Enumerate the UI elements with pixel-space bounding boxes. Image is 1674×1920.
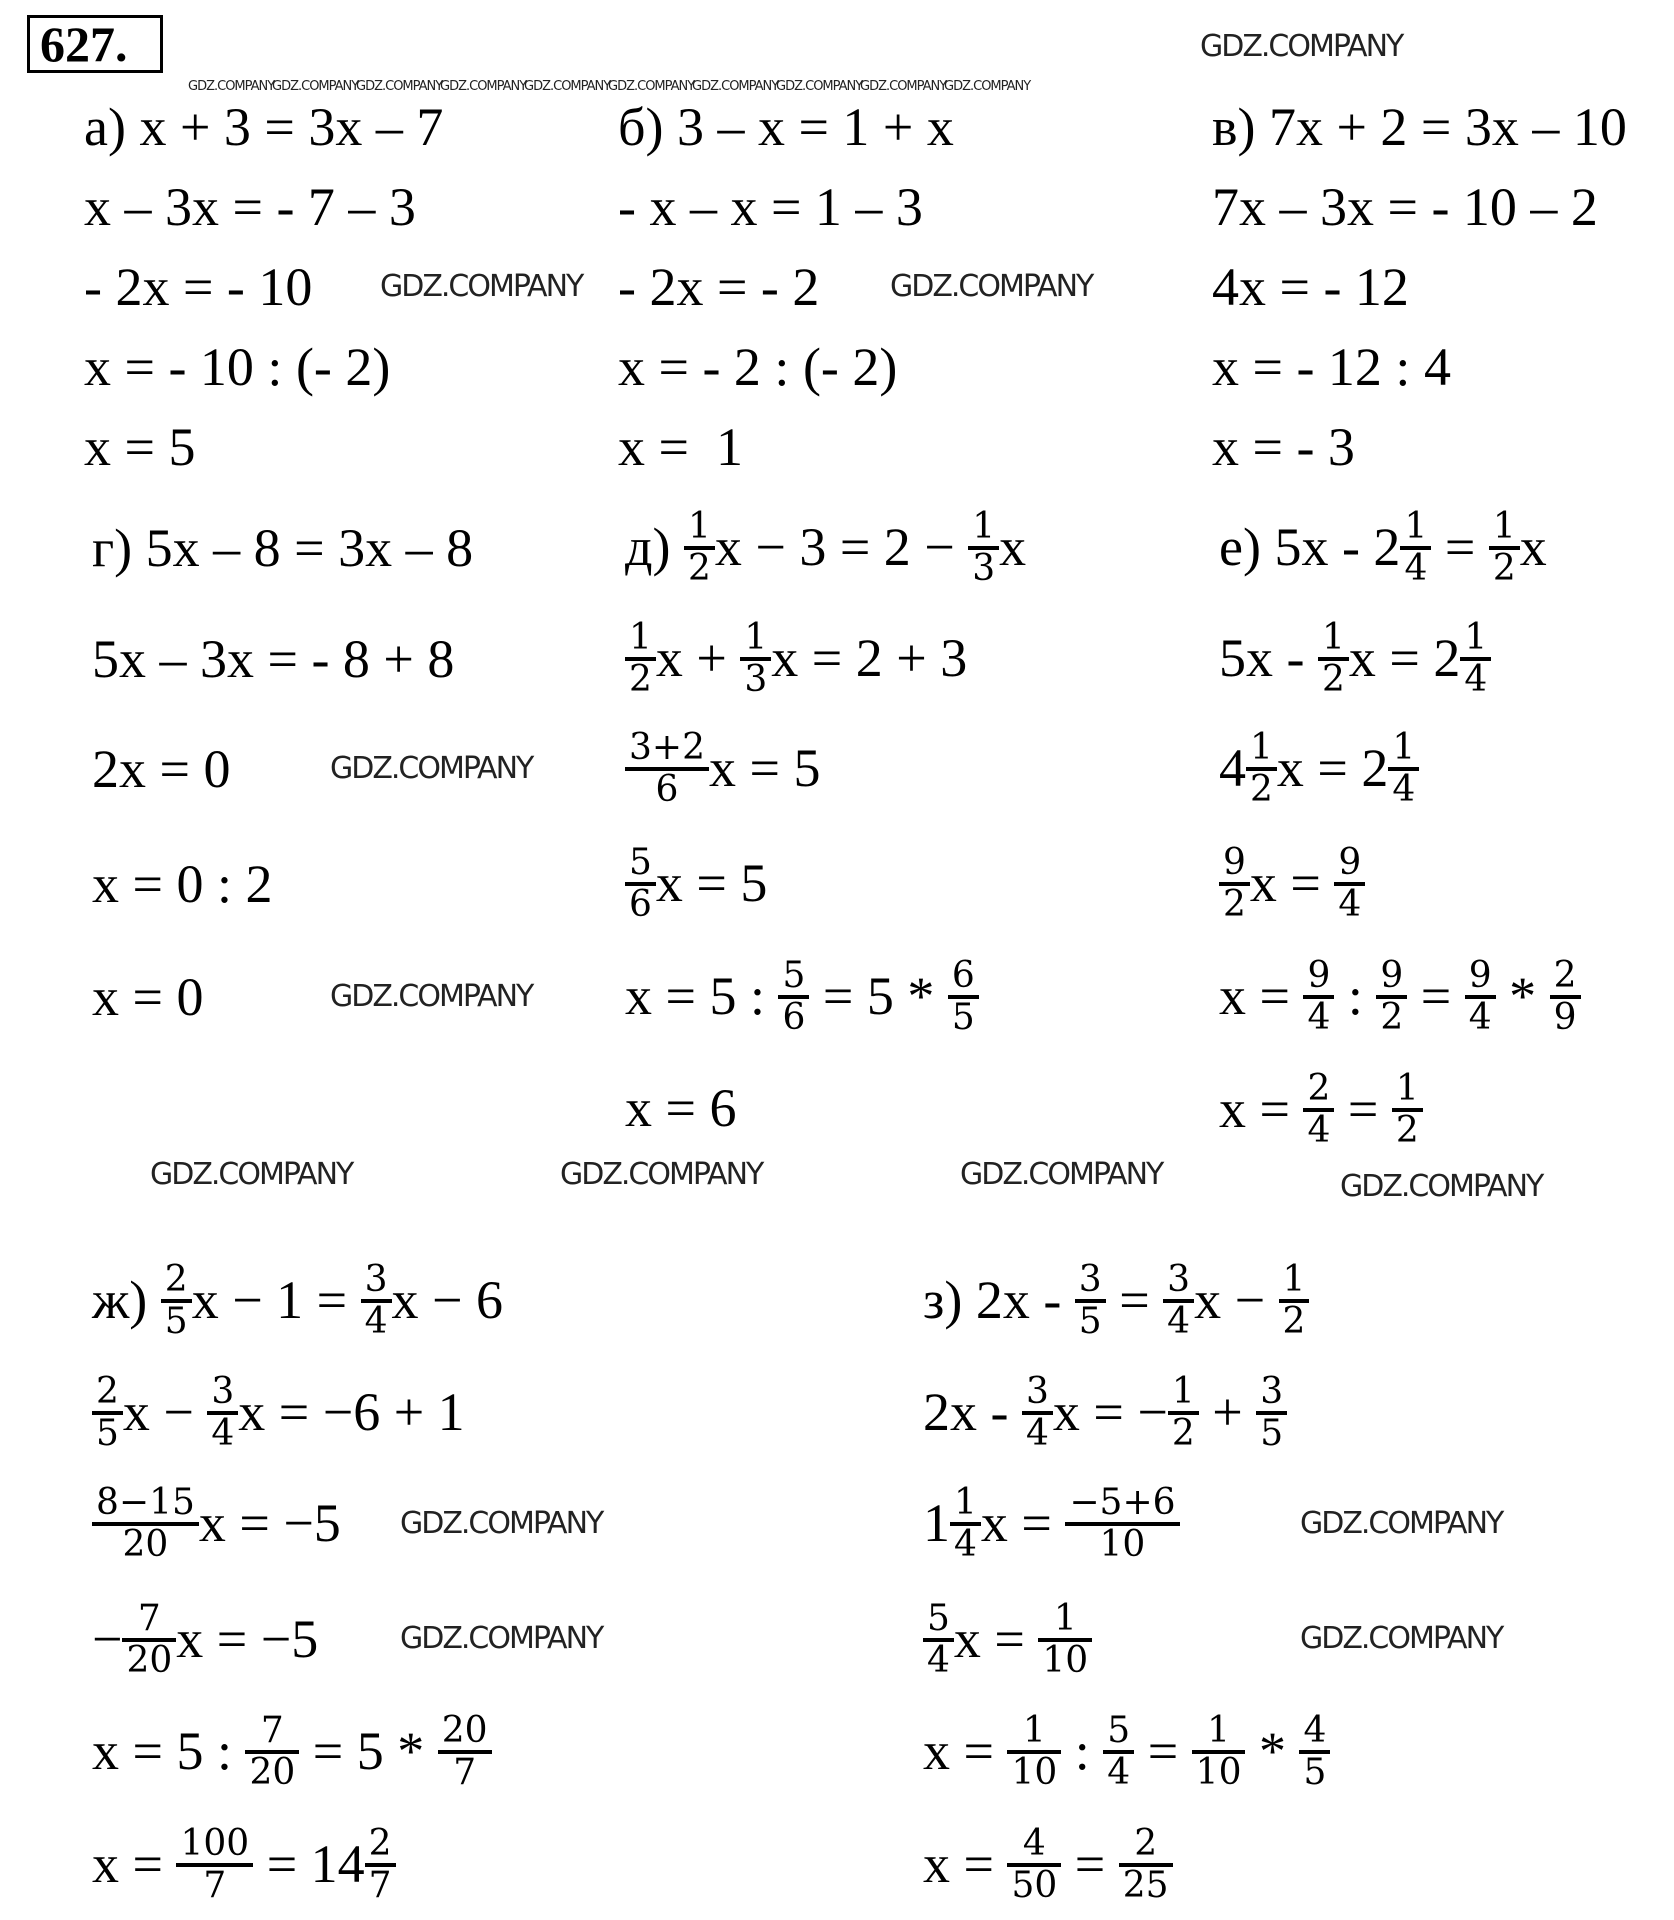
watermark: GDZ.COMPANY	[960, 1157, 1163, 1192]
fraction-numerator: 1	[1250, 727, 1273, 768]
fraction-numerator: 9	[1307, 955, 1331, 996]
fraction-denominator: 4	[1103, 1750, 1134, 1792]
fraction-numerator: 2	[368, 1823, 392, 1864]
expression-text: x = - 10 : (- 2)	[84, 336, 391, 397]
expression-text: 1	[923, 1493, 950, 1554]
expression-text: x = - 12 : 4	[1212, 336, 1451, 397]
fraction	[1336, 844, 1363, 924]
fraction	[94, 1484, 197, 1564]
fraction	[1165, 1261, 1192, 1341]
expression-text: x	[999, 517, 1027, 578]
expression-text: x = 0	[92, 966, 204, 1027]
fraction-numerator: 1	[972, 506, 996, 547]
expression-text: в) 7x + 2 = 3x – 10	[1212, 96, 1627, 157]
solution-step	[625, 619, 967, 699]
fraction	[742, 619, 769, 699]
expression-text: x − 1 =	[191, 1270, 361, 1331]
expression-text: x = - 3	[1212, 416, 1355, 477]
watermark: GDZ.COMPANY	[1340, 1169, 1543, 1204]
fraction-denominator: 7	[176, 1863, 253, 1905]
fraction	[1040, 1600, 1090, 1680]
problem-е-equation	[1219, 508, 1547, 588]
fraction-denominator: 2	[625, 657, 656, 699]
fraction-numerator: 3	[1025, 1371, 1049, 1412]
watermark: GDZ.COMPANY	[860, 79, 947, 94]
watermark: GDZ.COMPANY	[440, 79, 527, 94]
expression-text: x = 5	[655, 853, 768, 914]
problem-а-equation	[84, 98, 443, 157]
expression-text: x −	[1194, 1270, 1279, 1331]
fraction	[1194, 1712, 1244, 1792]
solution-step	[1219, 619, 1491, 699]
fraction-denominator: 10	[1038, 1638, 1092, 1680]
expression-text: - 2x = - 10	[84, 256, 313, 317]
fraction-denominator: 5	[948, 995, 979, 1037]
expression-text: = 5 *	[809, 966, 948, 1027]
solution-step	[92, 630, 454, 689]
fraction-numerator: 4	[1303, 1710, 1327, 1751]
fraction-denominator: 5	[161, 1299, 192, 1341]
solution-step	[1212, 178, 1598, 237]
fraction	[686, 508, 713, 588]
problem-в-equation	[1212, 98, 1627, 157]
watermark: GDZ.COMPANY	[356, 79, 443, 94]
solution-step	[625, 1079, 736, 1138]
fraction-numerator: 20	[441, 1710, 488, 1751]
expression-text: *	[1495, 966, 1550, 1027]
expression-text: б) 3 – x = 1 + x	[618, 96, 954, 157]
problem-ж-equation	[92, 1261, 503, 1341]
solution-step	[1219, 1070, 1423, 1150]
watermark: GDZ.COMPANY	[776, 79, 863, 94]
fraction-numerator: 3	[1167, 1259, 1191, 1300]
fraction	[925, 1600, 952, 1680]
expression-text: з) 2x -	[923, 1270, 1075, 1331]
fraction	[1248, 729, 1275, 809]
fraction	[163, 1261, 190, 1341]
fraction-denominator: 5	[1075, 1299, 1106, 1341]
expression-text: а) x + 3 = 3x – 7	[84, 96, 444, 157]
solution-step	[1212, 418, 1355, 477]
expression-text: x = 5 :	[625, 966, 779, 1027]
fraction-numerator: 1	[1053, 1598, 1077, 1639]
fraction-denominator: 6	[778, 995, 809, 1037]
fraction-denominator: 4	[923, 1638, 954, 1680]
expression-text: −	[92, 1609, 123, 1670]
expression-text: x	[1519, 517, 1547, 578]
expression-text: =	[1105, 1270, 1164, 1331]
solution-step	[923, 1825, 1173, 1905]
fraction-numerator: 6	[951, 955, 975, 996]
fraction-numerator: 1	[687, 506, 711, 547]
expression-text: x = 2	[1348, 628, 1461, 689]
problem-з-equation	[923, 1261, 1309, 1341]
fraction-denominator: 20	[122, 1638, 176, 1680]
expression-text: ж)	[92, 1270, 161, 1331]
fraction	[1281, 1261, 1308, 1341]
fraction-denominator: 9	[1550, 995, 1581, 1037]
expression-text: x = 6	[625, 1077, 737, 1138]
expression-text: x = −6 + 1	[238, 1382, 465, 1443]
solution-step	[625, 844, 767, 924]
solution-step	[92, 855, 272, 914]
fraction	[1305, 957, 1332, 1037]
fraction-denominator: 25	[1119, 1863, 1173, 1905]
solution-step	[92, 1373, 465, 1453]
watermark: GDZ.COMPANY	[692, 79, 779, 94]
fraction-denominator: 4	[1388, 767, 1419, 809]
expression-text: :	[1334, 966, 1377, 1027]
fraction	[1258, 1373, 1285, 1453]
watermark: GDZ.COMPANY	[330, 979, 533, 1014]
solution-step	[625, 957, 979, 1037]
fraction-denominator: 4	[207, 1411, 238, 1453]
fraction-numerator: 2	[1553, 955, 1577, 996]
solution-step	[1212, 338, 1451, 397]
fraction	[1121, 1825, 1171, 1905]
fraction-numerator: 3	[1078, 1259, 1102, 1300]
solution-step	[1219, 957, 1581, 1037]
task-number: 627.	[27, 15, 163, 73]
fraction	[780, 957, 807, 1037]
solution-step	[92, 1712, 492, 1792]
fraction	[209, 1373, 236, 1453]
fraction	[950, 957, 977, 1037]
fraction-numerator: 1	[1404, 506, 1428, 547]
expression-text: x = 1	[618, 416, 743, 477]
fraction-numerator: 1	[1395, 1068, 1419, 1109]
fraction	[440, 1712, 490, 1792]
fraction-numerator: 3	[1260, 1371, 1284, 1412]
fraction	[627, 729, 707, 809]
expression-text: x =	[1219, 1079, 1304, 1140]
expression-text: x − 6	[391, 1270, 503, 1331]
solution-step	[84, 258, 312, 317]
expression-text: x =	[1219, 966, 1304, 1027]
fraction	[1402, 508, 1429, 588]
fraction	[1024, 1373, 1051, 1453]
expression-text: x = 2 + 3	[771, 628, 968, 689]
fraction	[1301, 1712, 1328, 1792]
expression-text: - 2x = - 2	[618, 256, 820, 317]
watermark: GDZ.COMPANY	[380, 269, 583, 304]
expression-text: е) 5x - 2	[1219, 517, 1401, 578]
watermark: GDZ.COMPANY	[524, 79, 611, 94]
fraction-numerator: 1	[1392, 727, 1416, 768]
fraction-numerator: 1	[1464, 617, 1488, 658]
watermark: GDZ.COMPANY	[1300, 1621, 1503, 1656]
fraction-numerator: 5	[782, 955, 806, 996]
fraction-numerator: 2	[1134, 1823, 1158, 1864]
fraction-numerator: 1	[1492, 506, 1516, 547]
expression-text: 4	[1219, 738, 1246, 799]
expression-text: x =	[1249, 853, 1335, 914]
fraction-numerator: 8−15	[96, 1482, 195, 1523]
fraction-denominator: 4	[1465, 995, 1496, 1037]
fraction-numerator: 3+2	[629, 727, 705, 768]
fraction	[970, 508, 997, 588]
fraction-denominator: 5	[92, 1411, 123, 1453]
solution-step	[618, 258, 819, 317]
fraction-denominator: 4	[1163, 1299, 1194, 1341]
fraction	[1467, 957, 1494, 1037]
expression-text: *	[1245, 1721, 1300, 1782]
expression-text: x = −	[1052, 1382, 1168, 1443]
fraction-denominator: 2	[1219, 882, 1250, 924]
fraction-denominator: 3	[968, 546, 999, 588]
expression-text: 2x -	[923, 1382, 1022, 1443]
fraction-denominator: 4	[1334, 882, 1365, 924]
fraction	[363, 1261, 390, 1341]
fraction-denominator: 4	[1460, 657, 1491, 699]
expression-text: x = −5	[176, 1609, 319, 1670]
solution-step	[92, 740, 230, 799]
expression-text: x = 0 : 2	[92, 853, 273, 914]
watermark: GDZ.COMPANY	[330, 751, 533, 786]
fraction	[952, 1484, 979, 1564]
fraction	[1009, 1825, 1059, 1905]
fraction	[1305, 1070, 1332, 1150]
fraction-denominator: 2	[1376, 995, 1407, 1037]
expression-text: x = 5 :	[92, 1721, 246, 1782]
fraction	[1067, 1484, 1177, 1564]
solution-step	[923, 1373, 1287, 1453]
solution-step	[84, 418, 195, 477]
fraction-denominator: 4	[1022, 1411, 1053, 1453]
fraction-denominator: 2	[1168, 1411, 1199, 1453]
fraction-denominator: 6	[625, 767, 709, 809]
expression-text: - x – x = 1 – 3	[618, 176, 923, 237]
watermark: GDZ.COMPANY	[1300, 1506, 1503, 1541]
fraction-denominator: 2	[684, 546, 715, 588]
watermark: GDZ.COMPANY	[890, 269, 1093, 304]
fraction-numerator: 1	[629, 617, 652, 658]
expression-text: 4x = - 12	[1212, 256, 1409, 317]
solution-step	[618, 418, 743, 477]
fraction	[1390, 729, 1417, 809]
fraction-numerator: 1	[1207, 1710, 1231, 1751]
solution-step	[923, 1600, 1092, 1680]
expression-text: = 5 *	[299, 1721, 438, 1782]
fraction-denominator: 4	[361, 1299, 392, 1341]
fraction	[627, 619, 654, 699]
fraction-numerator: 100	[180, 1823, 250, 1864]
expression-text: x +	[655, 628, 741, 689]
expression-text: :	[1061, 1721, 1104, 1782]
watermark: GDZ.COMPANY	[944, 79, 1031, 94]
watermark: GDZ.COMPANY	[150, 1157, 353, 1192]
fraction	[1462, 619, 1489, 699]
fraction	[1170, 1373, 1197, 1453]
fraction-denominator: 5	[1299, 1750, 1330, 1792]
expression-text: =	[1407, 966, 1465, 1027]
fraction-numerator: 4	[1022, 1823, 1046, 1864]
fraction-numerator: 5	[927, 1598, 950, 1639]
fraction-denominator: 2	[1246, 767, 1277, 809]
fraction	[1105, 1712, 1132, 1792]
expression-text: д)	[625, 517, 684, 578]
problem-б-equation	[618, 98, 954, 157]
watermark: GDZ.COMPANY	[1200, 29, 1403, 64]
fraction-denominator: 4	[1303, 995, 1334, 1037]
fraction-numerator: 9	[1468, 955, 1492, 996]
solution-step	[923, 1712, 1330, 1792]
fraction-numerator: 1	[1022, 1710, 1046, 1751]
expression-text: =	[1334, 1079, 1392, 1140]
solution-step	[618, 178, 923, 237]
solution-step	[1219, 844, 1365, 924]
expression-text: x − 3 = 2 −	[714, 517, 969, 578]
fraction-denominator: 3	[740, 657, 771, 699]
fraction-denominator: 10	[1007, 1750, 1061, 1792]
expression-text: x – 3x = - 7 – 3	[84, 176, 416, 237]
fraction	[94, 1373, 121, 1453]
expression-text: x =	[953, 1609, 1039, 1670]
fraction-numerator: 7	[260, 1710, 284, 1751]
expression-text: x = - 2 : (- 2)	[618, 336, 898, 397]
expression-text: = 14	[253, 1834, 365, 1895]
expression-text: x =	[923, 1721, 1008, 1782]
fraction-denominator: 10	[1192, 1750, 1246, 1792]
watermark: GDZ.COMPANY	[400, 1506, 603, 1541]
fraction-denominator: 5	[1256, 1411, 1287, 1453]
fraction-numerator: 9	[1338, 842, 1362, 883]
watermark: GDZ.COMPANY	[188, 79, 275, 94]
solution-step	[618, 338, 897, 397]
fraction	[178, 1825, 251, 1905]
expression-text: 7x – 3x = - 10 – 2	[1212, 176, 1598, 237]
fraction-denominator: 50	[1007, 1863, 1061, 1905]
expression-text: 5x – 3x = - 8 + 8	[92, 628, 455, 689]
fraction-denominator: 2	[1392, 1108, 1423, 1150]
fraction	[1491, 508, 1518, 588]
watermark: GDZ.COMPANY	[400, 1621, 603, 1656]
solution-step	[92, 1600, 318, 1680]
fraction-denominator: 2	[1318, 657, 1349, 699]
solution-step	[1212, 258, 1409, 317]
fraction	[1221, 844, 1248, 924]
fraction-denominator: 6	[625, 882, 656, 924]
fraction-denominator: 20	[245, 1750, 299, 1792]
fraction-denominator: 20	[92, 1522, 199, 1564]
solution-step	[92, 968, 203, 1027]
solution-step	[92, 1825, 396, 1905]
fraction-numerator: 2	[1307, 1068, 1331, 1109]
expression-text: +	[1198, 1382, 1257, 1443]
expression-text: x = 5	[84, 416, 196, 477]
fraction-numerator: 7	[137, 1598, 161, 1639]
fraction-denominator: 4	[1303, 1108, 1334, 1150]
expression-text: x =	[923, 1834, 1008, 1895]
expression-text: =	[1431, 517, 1489, 578]
fraction-numerator: 9	[1223, 842, 1246, 883]
fraction-numerator: 9	[1380, 955, 1404, 996]
watermark: GDZ.COMPANY	[272, 79, 359, 94]
solution-step	[84, 338, 390, 397]
fraction-denominator: 4	[1400, 546, 1431, 588]
fraction-numerator: 2	[96, 1371, 119, 1412]
fraction	[1009, 1712, 1059, 1792]
fraction	[247, 1712, 297, 1792]
fraction	[124, 1600, 174, 1680]
fraction-numerator: 5	[629, 842, 652, 883]
fraction-denominator: 7	[438, 1750, 492, 1792]
solution-step	[1219, 729, 1419, 809]
solution-step	[625, 729, 820, 809]
fraction	[627, 844, 654, 924]
fraction	[1378, 957, 1405, 1037]
fraction-numerator: 1	[744, 617, 768, 658]
solution-step	[84, 178, 416, 237]
fraction	[1394, 1070, 1421, 1150]
fraction-denominator: 2	[1489, 546, 1520, 588]
fraction-numerator: 1	[954, 1482, 977, 1523]
fraction	[1320, 619, 1347, 699]
watermark: GDZ.COMPANY	[608, 79, 695, 94]
solution-step	[92, 1484, 341, 1564]
watermark: GDZ.COMPANY	[560, 1157, 763, 1192]
expression-text: x =	[980, 1493, 1066, 1554]
expression-text: 2x = 0	[92, 738, 231, 799]
solution-step	[923, 1484, 1180, 1564]
expression-text: 5x -	[1219, 628, 1318, 689]
fraction-numerator: 5	[1107, 1710, 1131, 1751]
expression-text: x = −5	[198, 1493, 341, 1554]
fraction-numerator: 2	[164, 1259, 188, 1300]
expression-text: =	[1061, 1834, 1119, 1895]
problem-д-equation	[625, 508, 1026, 588]
fraction	[1552, 957, 1579, 1037]
fraction-denominator: 2	[1279, 1299, 1310, 1341]
fraction-denominator: 7	[365, 1863, 396, 1905]
expression-text: x = 5	[708, 738, 821, 799]
fraction-numerator: 3	[364, 1259, 388, 1300]
fraction-numerator: 1	[1282, 1259, 1306, 1300]
expression-text: =	[1134, 1721, 1192, 1782]
expression-text: x −	[122, 1382, 208, 1443]
fraction	[1077, 1261, 1104, 1341]
expression-text: x = 2	[1276, 738, 1389, 799]
fraction-denominator: 4	[950, 1522, 981, 1564]
fraction-numerator: 1	[1321, 617, 1345, 658]
expression-text: x =	[92, 1834, 177, 1895]
fraction-numerator: 1	[1171, 1371, 1195, 1412]
expression-text: г) 5x – 8 = 3x – 8	[92, 517, 474, 578]
fraction-numerator: −5+6	[1069, 1482, 1176, 1523]
fraction-numerator: 3	[211, 1371, 235, 1412]
fraction	[367, 1825, 394, 1905]
fraction-denominator: 10	[1065, 1522, 1179, 1564]
problem-г-equation	[92, 519, 473, 578]
